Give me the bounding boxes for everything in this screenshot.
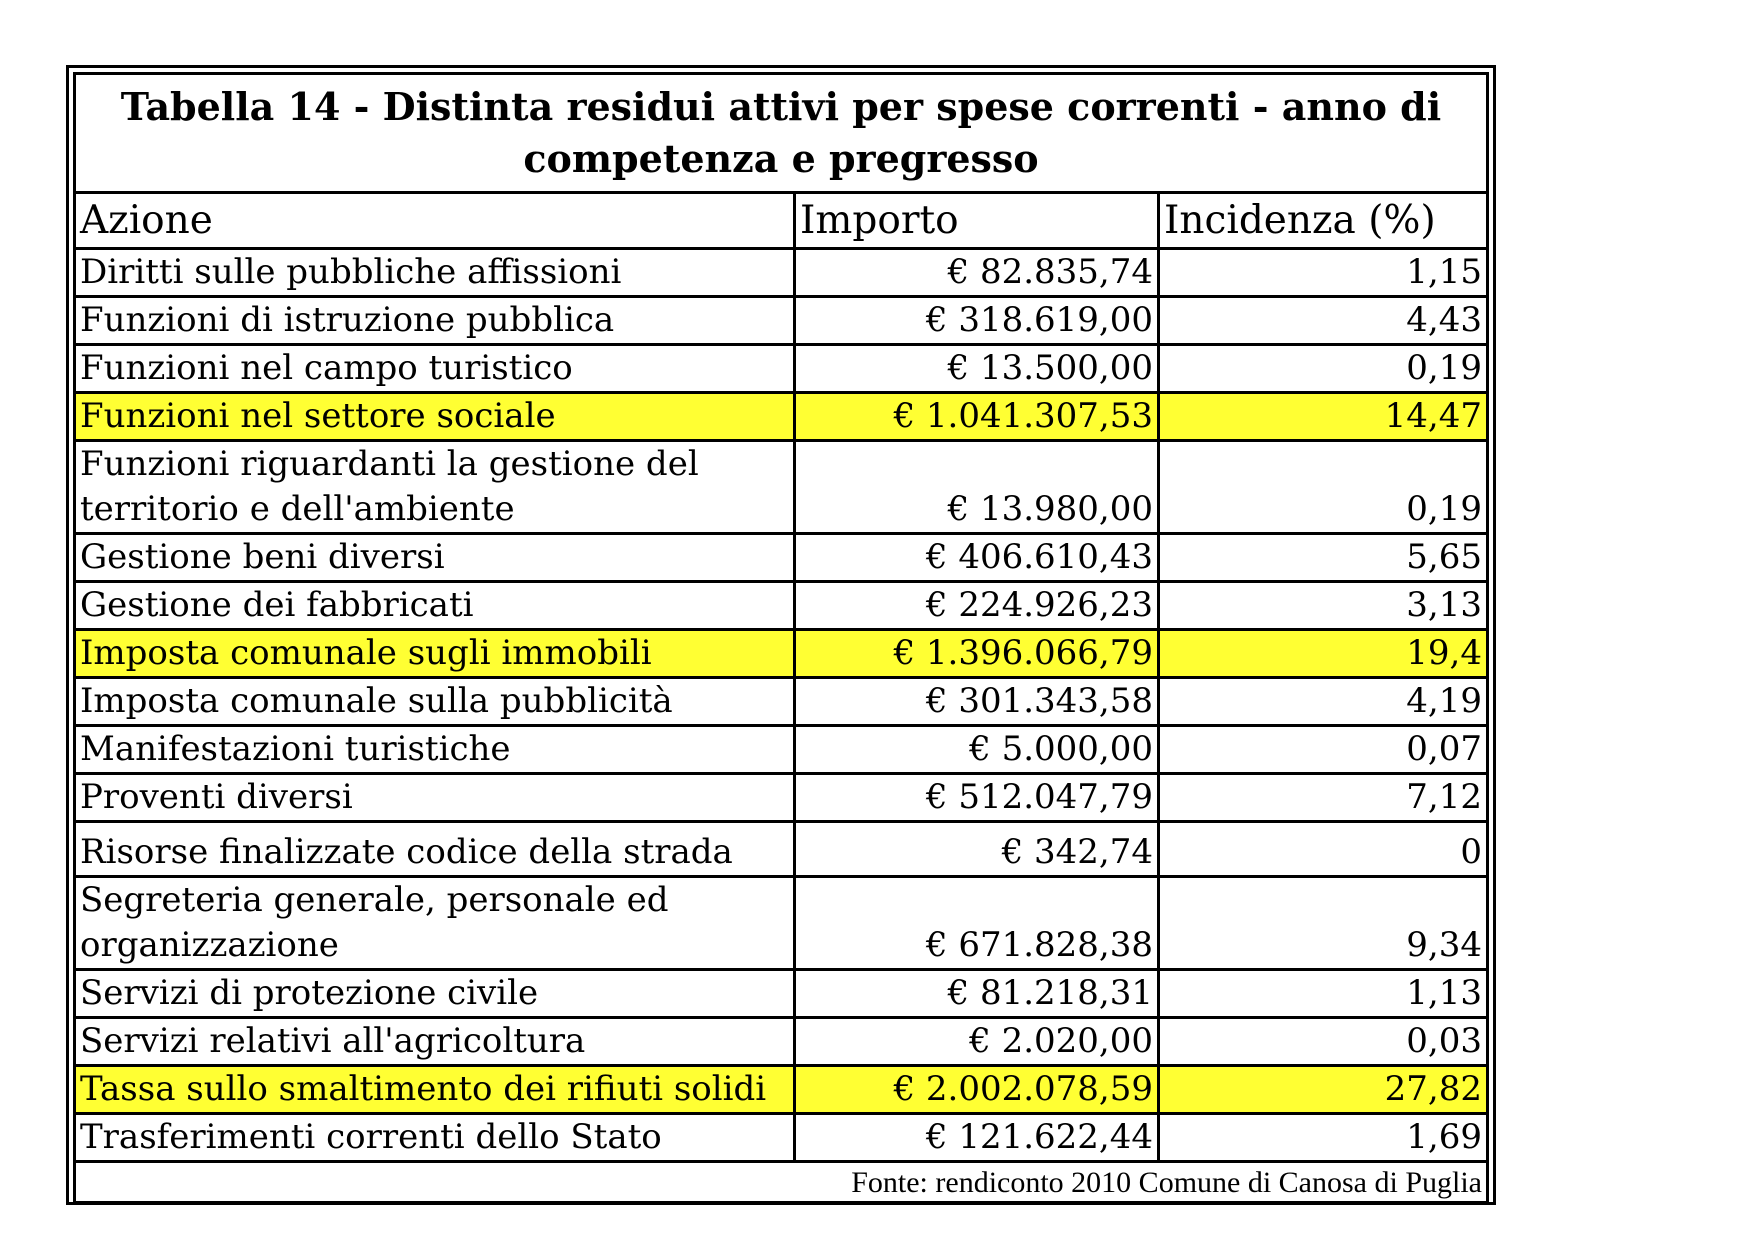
table-row [75, 630, 1488, 678]
table-row [75, 1018, 1488, 1066]
azione-cell: Funzioni riguardanti la gestione del territorio e dell'ambiente [75, 441, 795, 534]
table-row [75, 441, 1488, 534]
incidenza-cell: 5,65 [1159, 534, 1488, 582]
incidenza-cell: 4,19 [1159, 678, 1488, 726]
importo-cell: € 301.343,58 [795, 678, 1159, 726]
azione-cell: Imposta comunale sulla pubblicità [75, 678, 795, 726]
incidenza-cell: 1,69 [1159, 1114, 1488, 1162]
importo-cell: € 13.980,00 [795, 441, 1159, 534]
azione-cell: Tassa sullo smaltimento dei rifiuti solidi [75, 1066, 795, 1114]
table-row [75, 877, 1488, 970]
incidenza-cell: 14,47 [1159, 393, 1488, 441]
importo-cell: € 5.000,00 [795, 726, 1159, 774]
azione-cell: Funzioni nel settore sociale [75, 393, 795, 441]
table-row [75, 345, 1488, 393]
azione-cell: Imposta comunale sugli immobili [75, 630, 795, 678]
incidenza-cell: 27,82 [1159, 1066, 1488, 1114]
incidenza-cell: 0,07 [1159, 726, 1488, 774]
table-row [75, 726, 1488, 774]
table-row [75, 534, 1488, 582]
azione-cell: Servizi di protezione civile [75, 970, 795, 1018]
azione-cell: Funzioni nel campo turistico [75, 345, 795, 393]
incidenza-cell: 0 [1159, 822, 1488, 877]
importo-cell: € 1.041.307,53 [795, 393, 1159, 441]
table-frame [66, 65, 1496, 1205]
importo-cell: € 2.002.078,59 [795, 1066, 1159, 1114]
importo-cell: € 81.218,31 [795, 970, 1159, 1018]
table-row [75, 678, 1488, 726]
table-row [75, 970, 1488, 1018]
azione-cell: Proventi diversi [75, 774, 795, 822]
header-row [75, 193, 1488, 249]
importo-cell: € 121.622,44 [795, 1114, 1159, 1162]
azione-cell: Risorse finalizzate codice della strada [75, 822, 795, 877]
table-row [75, 297, 1488, 345]
table-title: Tabella 14 - Distinta residui attivi per spese correnti - anno di competenza e pregresso [75, 74, 1488, 193]
importo-cell: € 671.828,38 [795, 877, 1159, 970]
incidenza-cell: 1,15 [1159, 249, 1488, 297]
incidenza-cell: 0,19 [1159, 345, 1488, 393]
azione-cell: Funzioni di istruzione pubblica [75, 297, 795, 345]
incidenza-cell: 7,12 [1159, 774, 1488, 822]
azione-cell: Servizi relativi all'agricoltura [75, 1018, 795, 1066]
importo-cell: € 82.835,74 [795, 249, 1159, 297]
column-header-incidenza: Incidenza (%) [1159, 193, 1488, 249]
table-row [75, 582, 1488, 630]
column-header-azione: Azione [75, 193, 795, 249]
importo-cell: € 2.020,00 [795, 1018, 1159, 1066]
incidenza-cell: 3,13 [1159, 582, 1488, 630]
importo-cell: € 342,74 [795, 822, 1159, 877]
azione-cell: Trasferimenti correnti dello Stato [75, 1114, 795, 1162]
importo-cell: € 224.926,23 [795, 582, 1159, 630]
incidenza-cell: 1,13 [1159, 970, 1488, 1018]
incidenza-cell: 0,03 [1159, 1018, 1488, 1066]
incidenza-cell: 9,34 [1159, 877, 1488, 970]
incidenza-cell: 0,19 [1159, 441, 1488, 534]
azione-cell: Diritti sulle pubbliche affissioni [75, 249, 795, 297]
column-header-importo: Importo [795, 193, 1159, 249]
table-row [75, 1114, 1488, 1162]
table-row [75, 1066, 1488, 1114]
incidenza-cell: 19,4 [1159, 630, 1488, 678]
table-row [75, 249, 1488, 297]
incidenza-cell: 4,43 [1159, 297, 1488, 345]
source-note: Fonte: rendiconto 2010 Comune di Canosa di Puglia [75, 1162, 1488, 1203]
importo-cell: € 318.619,00 [795, 297, 1159, 345]
importo-cell: € 13.500,00 [795, 345, 1159, 393]
azione-cell: Gestione dei fabbricati [75, 582, 795, 630]
importo-cell: € 512.047,79 [795, 774, 1159, 822]
table-row [75, 822, 1488, 877]
table-row [75, 774, 1488, 822]
table-row [75, 393, 1488, 441]
azione-cell: Segreteria generale, personale ed organizzazione [75, 877, 795, 970]
data-table [73, 72, 1489, 1204]
azione-cell: Gestione beni diversi [75, 534, 795, 582]
importo-cell: € 406.610,43 [795, 534, 1159, 582]
azione-cell: Manifestazioni turistiche [75, 726, 795, 774]
importo-cell: € 1.396.066,79 [795, 630, 1159, 678]
